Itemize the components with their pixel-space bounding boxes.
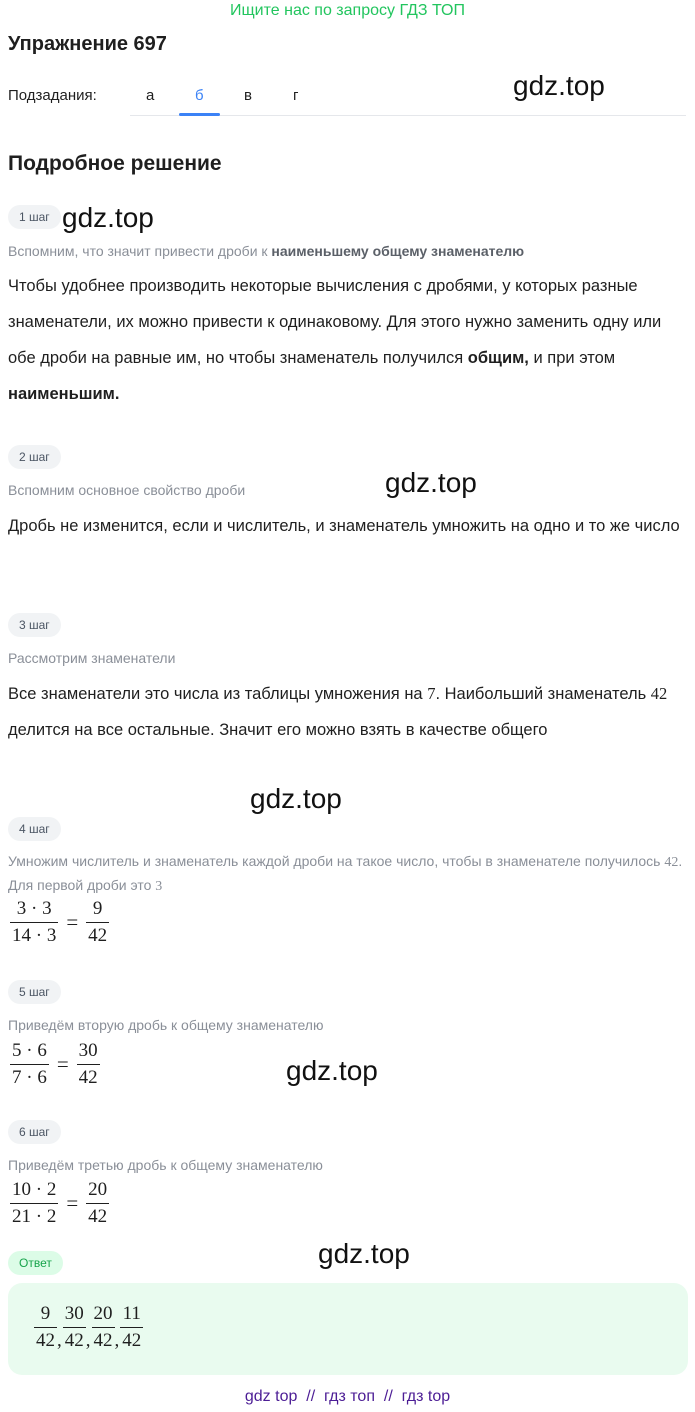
watermark: gdz.top — [318, 1238, 410, 1269]
step-hint: Приведём вторую дробь к общему знаменателю — [8, 1017, 324, 1033]
step-hint: Рассмотрим знаменатели — [8, 650, 176, 666]
step-hint: Приведём третью дробь к общему знаменателю — [8, 1157, 323, 1173]
fraction: $\frac{9}{42}$ — [36, 1303, 55, 1351]
step-badge: 1 шаг — [8, 205, 61, 229]
step-hint: Вспомним, что значит привести дроби к наименьшему общему знаменателю — [8, 243, 525, 259]
fraction: $\frac{3 \cdot 3}{14 \cdot 3}$ — [12, 898, 57, 946]
fraction: $\frac{5 \cdot 6}{7 \cdot 6}$ — [12, 1040, 47, 1088]
step-text: Чтобы удобнее производить некоторые вычисления с дробями, у которых разные знаменатели, их можно привести к одинаковому. Для этого нужно заменить одну или обе дроби на равные им, но чтобы знаменатель получился общим, и при этом наименьшим. — [8, 277, 662, 403]
step-badge: 5 шаг — [8, 980, 61, 1004]
step-hint: Вспомним основное свойство дроби — [8, 482, 246, 498]
subtasks-label: Подзадания: — [8, 87, 97, 104]
watermark: gdz.top — [62, 202, 154, 233]
page-title: Упражнение 697 — [8, 33, 167, 55]
step-text: Дробь не изменится, если и числитель, и знаменатель умножить на одно и то же число — [8, 517, 680, 535]
watermark: gdz.top — [385, 467, 477, 498]
fraction: $\frac{30}{42}$ — [64, 1303, 84, 1351]
fraction: $\frac{20}{42}$ — [88, 1179, 108, 1227]
watermark: gdz.top — [286, 1055, 378, 1086]
fraction: $\frac{20}{42}$ — [93, 1303, 113, 1351]
step-badge: 6 шаг — [8, 1120, 61, 1144]
step-badge: 4 шаг — [8, 817, 61, 841]
fraction: $\frac{11}{42}$ — [122, 1303, 142, 1351]
fraction: $\frac{10 \cdot 2}{21 \cdot 2}$ — [12, 1179, 57, 1227]
subtask-tab-a[interactable]: а — [146, 87, 155, 104]
step-badge: 3 шаг — [8, 613, 61, 637]
answer-badge: Ответ — [8, 1251, 63, 1275]
subtask-tab-g[interactable]: г — [293, 87, 299, 104]
subtask-tab-v[interactable]: в — [244, 87, 252, 104]
footer-links[interactable]: gdz top // гдз топ // гдз top — [244, 1388, 451, 1405]
section-title: Подробное решение — [8, 152, 222, 175]
step-hint: Умножим числитель и знаменатель каждой дроби на такое число, чтобы в знаменателе получилось 42. Для первой дроби это 3 — [8, 853, 683, 894]
fraction: $\frac{30}{42}$ — [78, 1040, 98, 1088]
active-tab-indicator — [179, 113, 220, 116]
equation: $\frac{5 \cdot 6}{7 \cdot 6}$ = $\frac{30}{42}$ — [12, 1040, 98, 1088]
answer-fractions: $\frac{9}{42}$ , $\frac{30}{42}$ , $\frac{20}{42}$ , $\frac{11}{42}$ — [36, 1303, 142, 1351]
watermark: gdz.top — [250, 783, 342, 814]
search-banner: Ищите нас по запросу ГДЗ ТОП — [230, 2, 465, 19]
fraction: $\frac{9}{42}$ — [88, 898, 108, 946]
equation: $\frac{3 \cdot 3}{14 \cdot 3}$ = $\frac{9}{42}$ — [12, 898, 108, 946]
equation: $\frac{10 \cdot 2}{21 \cdot 2}$ = $\frac{20}{42}$ — [12, 1179, 108, 1227]
step-text: Все знаменатели это числа из таблицы умножения на 7. Наибольший знаменатель 42 делится на все остальные. Значит его можно взять в качестве общего — [8, 684, 668, 739]
step-badge: 2 шаг — [8, 445, 61, 469]
watermark: gdz.top — [513, 70, 605, 101]
subtask-tab-b[interactable]: б — [195, 87, 204, 104]
